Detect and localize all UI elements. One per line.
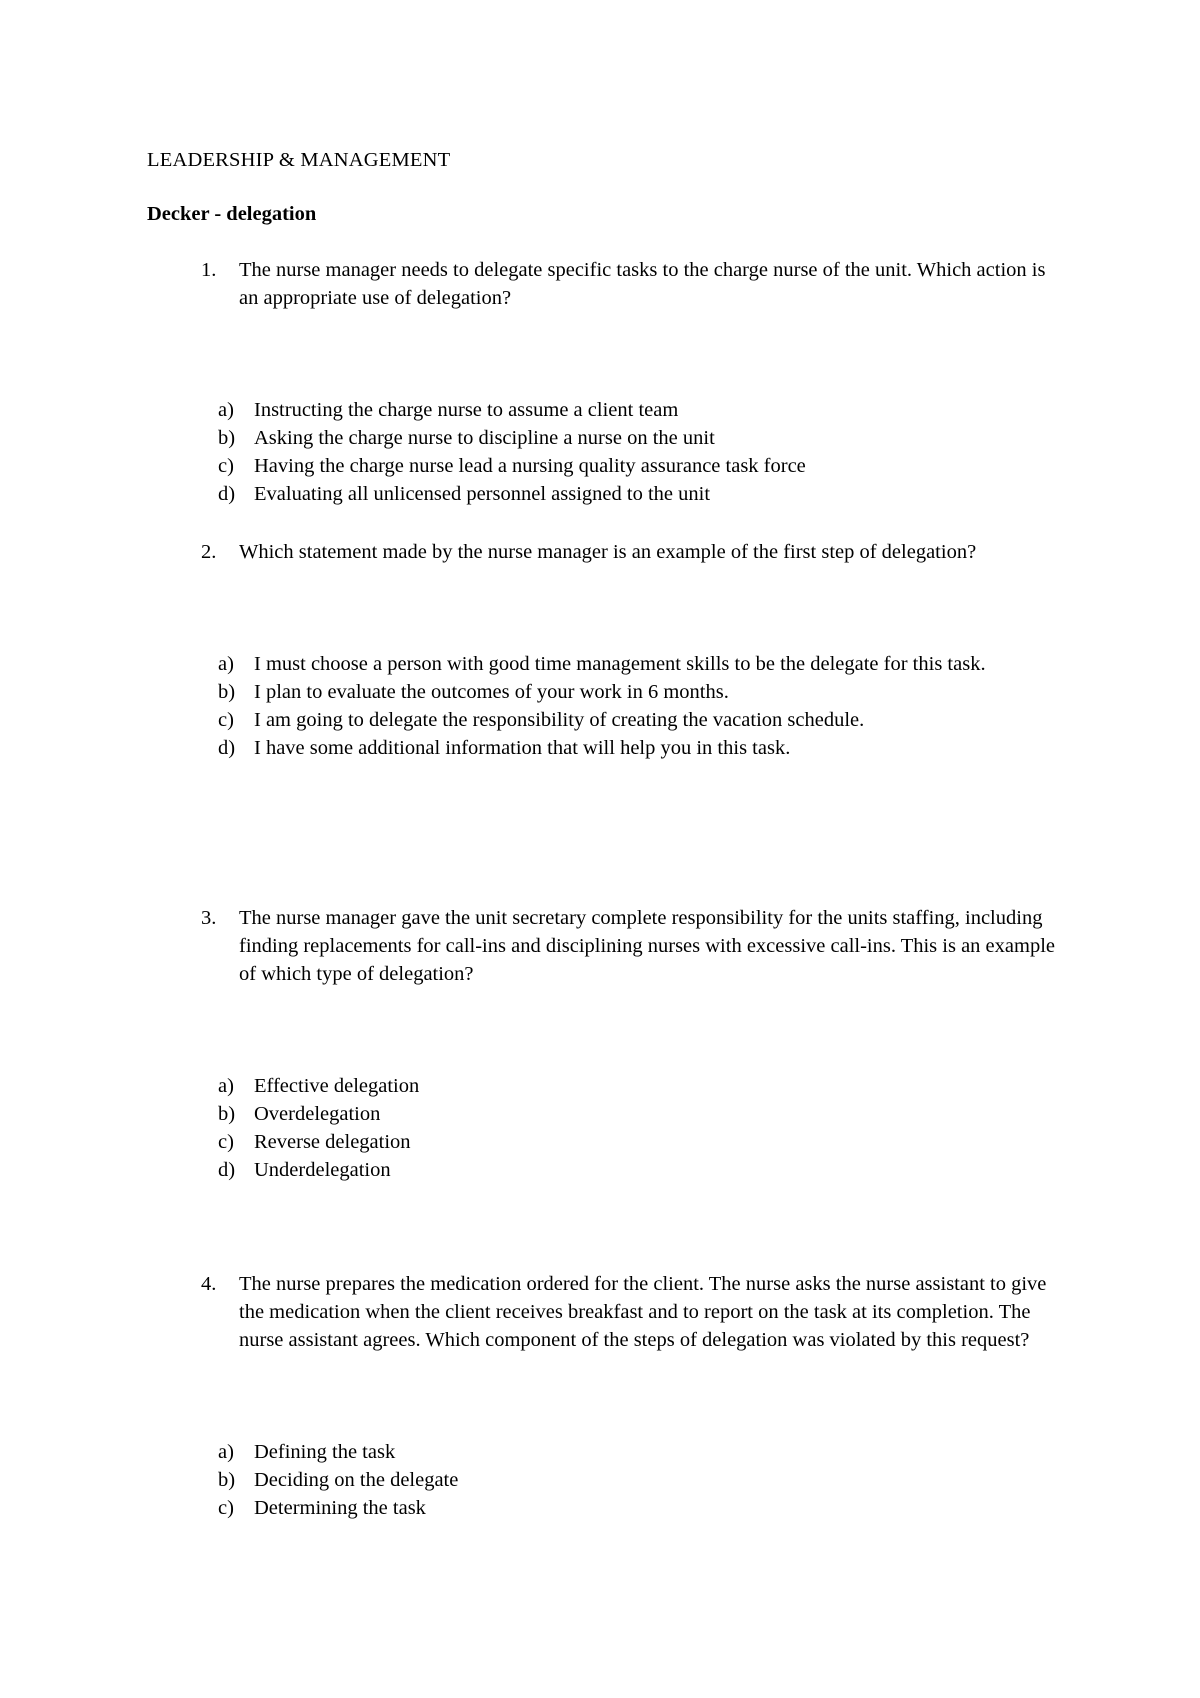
- document-title: LEADERSHIP & MANAGEMENT: [147, 149, 451, 171]
- answer-option: [147, 678, 1077, 706]
- question-1: [147, 256, 1077, 508]
- option-letter: b): [218, 1103, 236, 1125]
- option-text: Overdelegation: [254, 1103, 381, 1125]
- option-text: I must choose a person with good time management skills to be the delegate for this task.: [254, 653, 986, 675]
- document-subtitle: Decker - delegation: [147, 203, 317, 225]
- option-text: Reverse delegation: [254, 1131, 411, 1153]
- option-text: I have some additional information that will help you in this task.: [254, 737, 791, 759]
- option-letter: c): [218, 1497, 234, 1519]
- answer-options: [147, 1438, 1077, 1522]
- answer-option: [147, 424, 1077, 452]
- option-letter: a): [218, 653, 234, 675]
- answer-option: [147, 1100, 1077, 1128]
- option-text: I am going to delegate the responsibility of creating the vacation schedule.: [254, 709, 865, 731]
- answer-option: [147, 1494, 1077, 1522]
- question-stem: [147, 256, 1077, 312]
- question-2: [147, 538, 1077, 762]
- question-number: 2.: [201, 541, 217, 563]
- question-3: [147, 904, 1077, 1184]
- option-letter: c): [218, 455, 234, 477]
- option-letter: b): [218, 427, 236, 449]
- question-text: Which statement made by the nurse manager is an example of the first step of delegation?: [239, 541, 977, 563]
- answer-option: [147, 1128, 1077, 1156]
- option-letter: a): [218, 1441, 234, 1463]
- option-text: Instructing the charge nurse to assume a client team: [254, 399, 679, 421]
- option-letter: d): [218, 1159, 236, 1181]
- option-text: Asking the charge nurse to discipline a nurse on the unit: [254, 427, 715, 449]
- answer-option: [147, 396, 1077, 424]
- option-letter: d): [218, 483, 236, 505]
- question-number: 3.: [201, 907, 217, 929]
- answer-options: [147, 650, 1077, 762]
- answer-option: [147, 1156, 1077, 1184]
- answer-option: [147, 1438, 1077, 1466]
- option-text: Effective delegation: [254, 1075, 420, 1097]
- question-text: The nurse prepares the medication ordered for the client. The nurse asks the nurse assistant to give the medication when the client receives breakfast and to report on the task at its completion. The nurse assistant agrees. Which component of the steps of delegation was violated by this request?: [239, 1273, 1047, 1351]
- question-4: [147, 1270, 1077, 1522]
- question-number: 4.: [201, 1273, 217, 1295]
- question-number: 1.: [201, 259, 217, 281]
- option-text: Having the charge nurse lead a nursing quality assurance task force: [254, 455, 806, 477]
- option-letter: d): [218, 737, 236, 759]
- option-letter: a): [218, 1075, 234, 1097]
- option-letter: b): [218, 1469, 236, 1491]
- option-text: Deciding on the delegate: [254, 1469, 459, 1491]
- option-letter: c): [218, 709, 234, 731]
- answer-option: [147, 1466, 1077, 1494]
- question-stem: [147, 538, 1077, 566]
- option-text: Underdelegation: [254, 1159, 391, 1181]
- option-text: I plan to evaluate the outcomes of your work in 6 months.: [254, 681, 729, 703]
- answer-options: [147, 1072, 1077, 1184]
- answer-option: [147, 480, 1077, 508]
- answer-option: [147, 452, 1077, 480]
- question-stem: [147, 1270, 1077, 1354]
- answer-option: [147, 706, 1077, 734]
- option-letter: b): [218, 681, 236, 703]
- answer-option: [147, 734, 1077, 762]
- option-letter: a): [218, 399, 234, 421]
- question-text: The nurse manager needs to delegate specific tasks to the charge nurse of the unit. Which action is an appropriate use of delegation?: [239, 259, 1046, 309]
- option-letter: c): [218, 1131, 234, 1153]
- answer-option: [147, 1072, 1077, 1100]
- question-stem: [147, 904, 1077, 988]
- answer-option: [147, 650, 1077, 678]
- option-text: Evaluating all unlicensed personnel assigned to the unit: [254, 483, 711, 505]
- option-text: Determining the task: [254, 1497, 426, 1519]
- answer-options: [147, 396, 1077, 508]
- option-text: Defining the task: [254, 1441, 396, 1463]
- question-text: The nurse manager gave the unit secretary complete responsibility for the units staffing, including finding replacements for call-ins and disciplining nurses with excessive call-ins. This is an example of which type of delegation?: [239, 907, 1055, 985]
